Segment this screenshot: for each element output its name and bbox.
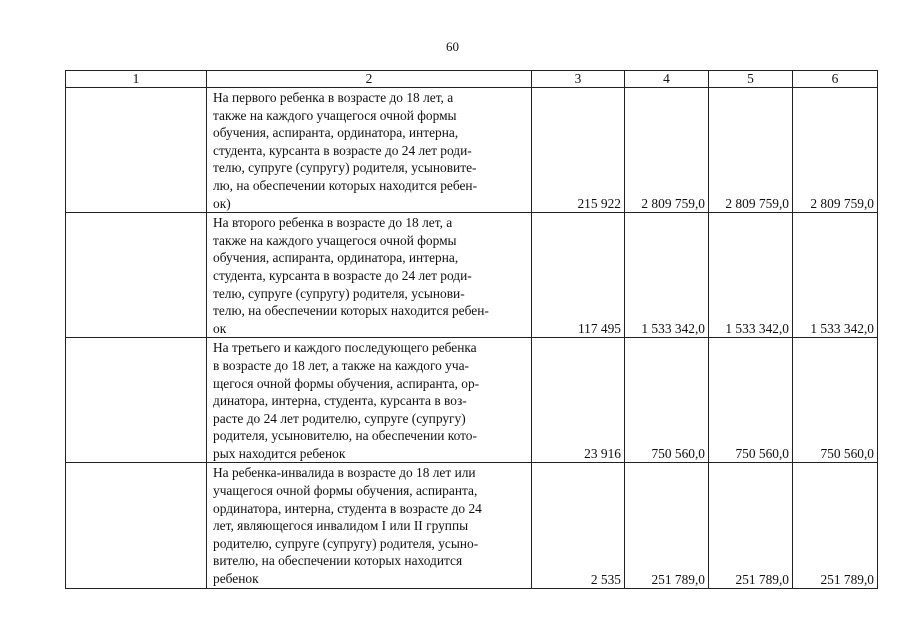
value-cell-4: 1 533 342,0 — [625, 213, 709, 338]
description-cell — [207, 338, 532, 463]
description-line: На первого ребенка в возрасте до 18 лет, а — [213, 90, 454, 105]
description-line: также на каждого учащегося очной формы — [213, 107, 457, 123]
description-line: На ребенка-инвалида в возрасте до 18 лет или — [213, 465, 476, 481]
value-cell-5: 2 809 759,0 — [709, 88, 793, 213]
header-cell-2: 2 — [207, 71, 532, 88]
description-line: лет, являющегося инвалидом I или II группы — [213, 518, 469, 534]
description-line: ок) — [213, 195, 231, 211]
value-cell-4: 2 809 759,0 — [625, 88, 709, 213]
row-number-cell — [66, 213, 207, 338]
value-cell-3: 23 916 — [532, 338, 625, 463]
header-cell-1: 1 — [66, 71, 207, 88]
table-row — [66, 213, 878, 338]
description-line: вителю, на обеспечении которых находится — [213, 553, 463, 569]
description-line: студента, курсанта в возрасте до 24 лет роди- — [213, 267, 472, 283]
description-line: ребенок — [213, 571, 259, 587]
header-cell-3: 3 — [532, 71, 625, 88]
header-cell-4: 4 — [625, 71, 709, 88]
description-line: ок — [213, 320, 227, 336]
description-line: На второго ребенка в возрасте до 18 лет, а — [213, 215, 453, 231]
header-cell-6: 6 — [793, 71, 878, 88]
table-row — [66, 338, 878, 463]
page-number: 60 — [446, 39, 459, 54]
value-cell-4: 750 560,0 — [625, 338, 709, 463]
table-body — [66, 71, 878, 589]
value-cell-5: 251 789,0 — [709, 463, 793, 588]
description-line: динатора, интерна, студента, курсанта в воз- — [213, 393, 467, 409]
description-line: также на каждого учащегося очной формы — [213, 232, 457, 248]
description-line: обучения, аспиранта, ординатора, интерна, — [213, 125, 459, 141]
value-cell-5: 750 560,0 — [709, 338, 793, 463]
description-line: учащегося очной формы обучения, аспиранта, — [213, 483, 478, 499]
description-line: рых находится ребенок — [213, 445, 346, 461]
description-line: На третьего и каждого последующего ребенка — [213, 340, 477, 356]
description-line: телю, супруге (супругу) родителя, усыновите- — [213, 160, 477, 176]
description-cell — [207, 213, 532, 338]
description-line: студента, курсанта в возрасте до 24 лет роди- — [213, 142, 472, 158]
table-row — [66, 88, 878, 213]
value-cell-4: 251 789,0 — [625, 463, 709, 588]
description-line: лю, на обеспечении которых находится ребен- — [213, 177, 478, 193]
value-cell-6: 2 809 759,0 — [793, 88, 878, 213]
row-number-cell — [66, 88, 207, 213]
description-line: ординатора, интерна, студента в возрасте до 24 — [213, 500, 482, 516]
description-line: телю, супруге (супругу) родителя, усынови- — [213, 285, 465, 301]
description-cell — [207, 88, 532, 213]
description-line: расте до 24 лет родителю, супруге (супругу) — [213, 410, 466, 426]
value-cell-6: 251 789,0 — [793, 463, 878, 588]
description-line: родителя, усыновителю, на обеспечении кото- — [213, 428, 477, 444]
description-line: телю, на обеспечении которых находится ребен- — [213, 303, 489, 319]
header-cell-5: 5 — [709, 71, 793, 88]
row-number-cell — [66, 338, 207, 463]
value-cell-6: 750 560,0 — [793, 338, 878, 463]
header-row — [66, 71, 878, 88]
value-cell-3: 215 922 — [532, 88, 625, 213]
description-line: щегося очной формы обучения, аспиранта, ор- — [213, 375, 480, 391]
table-row — [66, 463, 878, 588]
value-cell-3: 2 535 — [532, 463, 625, 588]
description-cell — [207, 463, 532, 588]
description-line: в возрасте до 18 лет, а также на каждого уча- — [213, 357, 469, 373]
value-cell-5: 1 533 342,0 — [709, 213, 793, 338]
value-cell-6: 1 533 342,0 — [793, 213, 878, 338]
description-line: обучения, аспиранта, ординатора, интерна, — [213, 250, 459, 266]
description-line: родителю, супруге (супругу) родителя, усыно- — [213, 535, 479, 551]
value-cell-3: 117 495 — [532, 213, 625, 338]
data-table — [65, 70, 878, 589]
row-number-cell — [66, 463, 207, 588]
